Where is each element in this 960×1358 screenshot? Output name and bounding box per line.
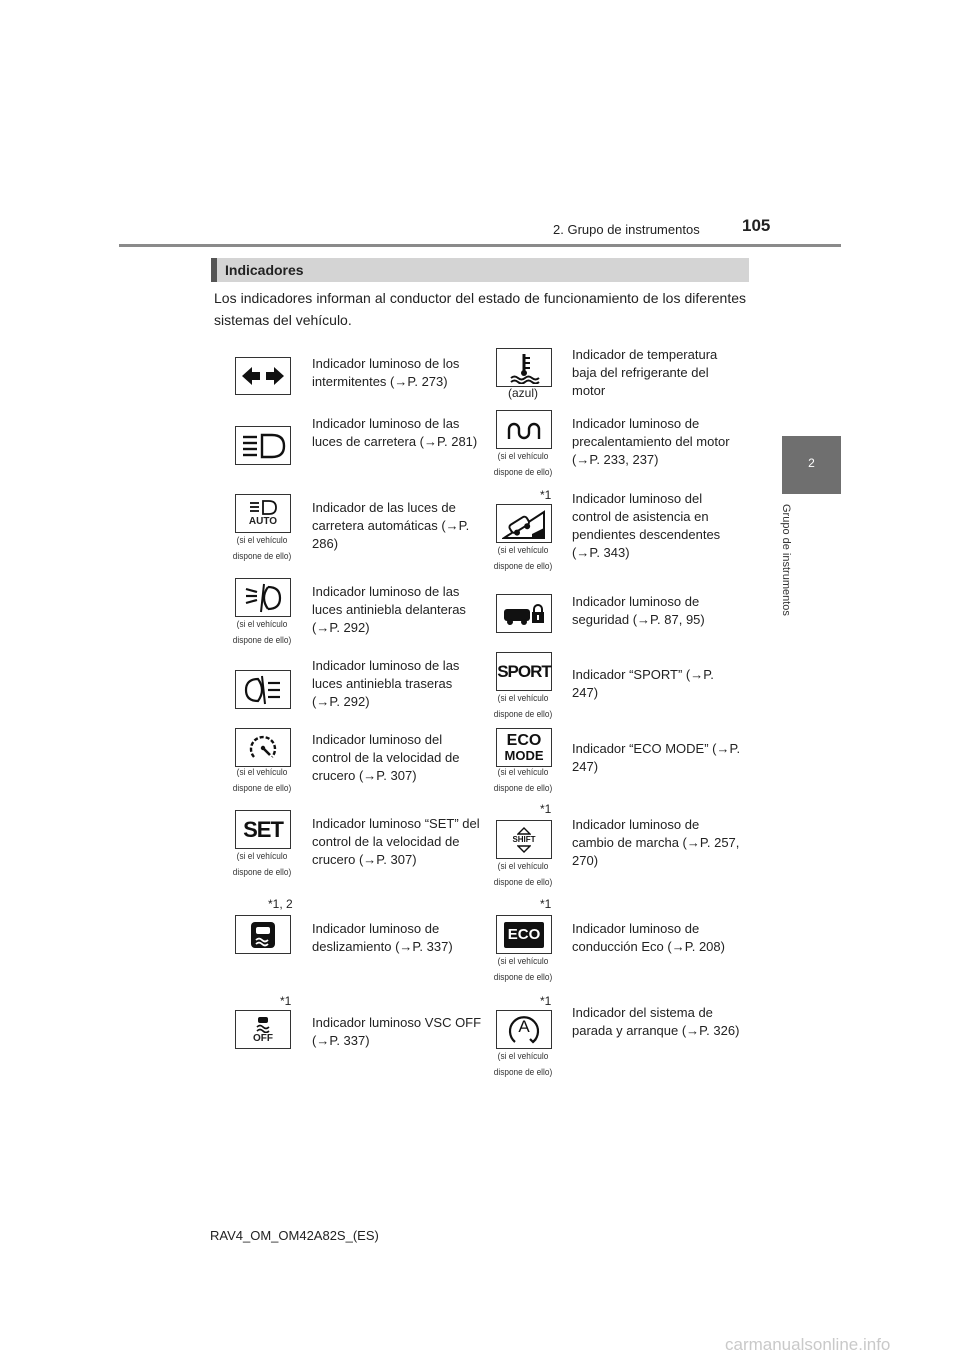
- hill-descent-desc: Indicador luminoso del control de asistencia en pendientes descendentes (→P. 343): [572, 491, 721, 560]
- coolant-temp-icon: [496, 348, 552, 387]
- eco-drive-icon: [496, 915, 552, 954]
- eco-drive-badge: [504, 922, 544, 948]
- if-equipped-note: (si el vehículo dispone de ello): [493, 861, 553, 887]
- if-equipped-note: (si el vehículo dispone de ello): [232, 535, 292, 561]
- header-divider: [119, 244, 841, 247]
- intro-paragraph: Los indicadores informan al conductor del estado de funcionamiento de los diferentes sistemas del vehículo.: [214, 290, 746, 328]
- footnote-marker: *1: [540, 994, 552, 1008]
- front-fog-desc: Indicador luminoso de las luces antiniebla delanteras (→P. 292): [312, 584, 466, 635]
- slip-icon: [235, 915, 291, 954]
- security-icon: [496, 594, 552, 633]
- cruise-control-desc: Indicador luminoso del control de la velocidad de crucero (→P. 307): [312, 732, 460, 783]
- if-equipped-note: (si el vehículo dispone de ello): [493, 956, 553, 982]
- turn-signal-desc: Indicador luminoso de los intermitentes (→P. 273): [312, 356, 460, 389]
- footnote-marker: *1, 2: [268, 897, 293, 911]
- auto-high-beam-desc: Indicador de las luces de carretera automáticas (→P. 286): [312, 500, 470, 551]
- eco-label: ECO: [506, 731, 542, 749]
- rear-fog-desc: Indicador luminoso de las luces antiniebla traseras (→P. 292): [312, 658, 460, 709]
- if-equipped-note: (si el vehículo dispone de ello): [493, 545, 553, 571]
- eco-mode-icon: [496, 728, 552, 767]
- hill-descent-icon: [496, 504, 552, 543]
- high-beam-desc: Indicador luminoso de las luces de carretera (→P. 281): [312, 416, 478, 449]
- rear-fog-icon: [235, 670, 291, 709]
- stop-start-icon: [496, 1010, 552, 1049]
- chapter-tab-number: 2: [808, 456, 815, 470]
- glow-plug-desc: Indicador luminoso de precalentamiento del motor (→P. 233, 237): [572, 416, 730, 467]
- shift-desc: Indicador luminoso de cambio de marcha (→P. 257, 270): [572, 817, 740, 868]
- turn-signal-icon: [235, 357, 291, 395]
- page-number: 105: [742, 216, 771, 235]
- mode-label: MODE: [504, 747, 544, 763]
- eco-drive-desc: Indicador luminoso de conducción Eco (→P. 208): [572, 921, 725, 954]
- slip-desc: Indicador luminoso de deslizamiento (→P. 337): [312, 921, 453, 954]
- eco-mode-desc: Indicador “ECO MODE” (→P. 247): [572, 741, 741, 774]
- stop-start-desc: Indicador del sistema de parada y arranque (→P. 326): [572, 1005, 740, 1038]
- off-label: OFF: [253, 1033, 273, 1044]
- if-equipped-note: (si el vehículo dispone de ello): [493, 767, 553, 793]
- shift-icon: [496, 820, 552, 859]
- high-beam-icon: [235, 426, 291, 465]
- cruise-control-icon: [235, 728, 291, 767]
- footnote-marker: *1: [540, 488, 552, 502]
- vsc-off-desc: Indicador luminoso VSC OFF (→P. 337): [312, 1015, 482, 1048]
- section-heading-bar: [211, 258, 749, 282]
- footnote-marker: *1: [540, 802, 552, 816]
- if-equipped-note: (si el vehículo dispone de ello): [232, 619, 292, 645]
- if-equipped-note: (si el vehículo dispone de ello): [232, 851, 292, 877]
- sport-icon: [496, 652, 552, 691]
- eco-drive-label: ECO: [507, 926, 541, 943]
- security-desc: Indicador luminoso de seguridad (→P. 87, 95): [572, 594, 705, 627]
- if-equipped-note: (si el vehículo dispone de ello): [232, 767, 292, 793]
- auto-high-beam-icon: [235, 494, 291, 533]
- set-desc: Indicador luminoso “SET” del control de la velocidad de crucero (→P. 307): [312, 816, 480, 867]
- footnote-marker: *1: [540, 897, 552, 911]
- section-title: Indicadores: [225, 262, 304, 278]
- front-fog-icon: [235, 578, 291, 617]
- watermark: carmanualsonline.info: [725, 1335, 891, 1354]
- set-label: SET: [243, 816, 283, 842]
- auto-label: AUTO: [248, 516, 278, 527]
- glow-plug-icon: [496, 410, 552, 449]
- if-equipped-note: (si el vehículo dispone de ello): [493, 1051, 553, 1077]
- sport-label: SPORT: [497, 661, 551, 681]
- coolant-temp-desc: Indicador de temperatura baja del refrigerante del motor: [572, 347, 718, 398]
- set-icon: [235, 810, 291, 849]
- chapter-title: 2. Grupo de instrumentos: [553, 222, 700, 237]
- stop-start-letter: A: [518, 1017, 530, 1036]
- vsc-off-icon: [235, 1010, 291, 1049]
- sport-desc: Indicador “SPORT” (→P. 247): [572, 667, 714, 700]
- chapter-tab-label: Grupo de instrumentos: [780, 504, 792, 616]
- document-code: RAV4_OM_OM42A82S_(ES): [210, 1228, 379, 1243]
- shift-label: SHIFT: [512, 834, 536, 844]
- if-equipped-note: (si el vehículo dispone de ello): [493, 451, 553, 477]
- blue-color-note: (azul): [507, 386, 538, 400]
- footnote-marker: *1: [280, 994, 292, 1008]
- if-equipped-note: (si el vehículo dispone de ello): [493, 693, 553, 719]
